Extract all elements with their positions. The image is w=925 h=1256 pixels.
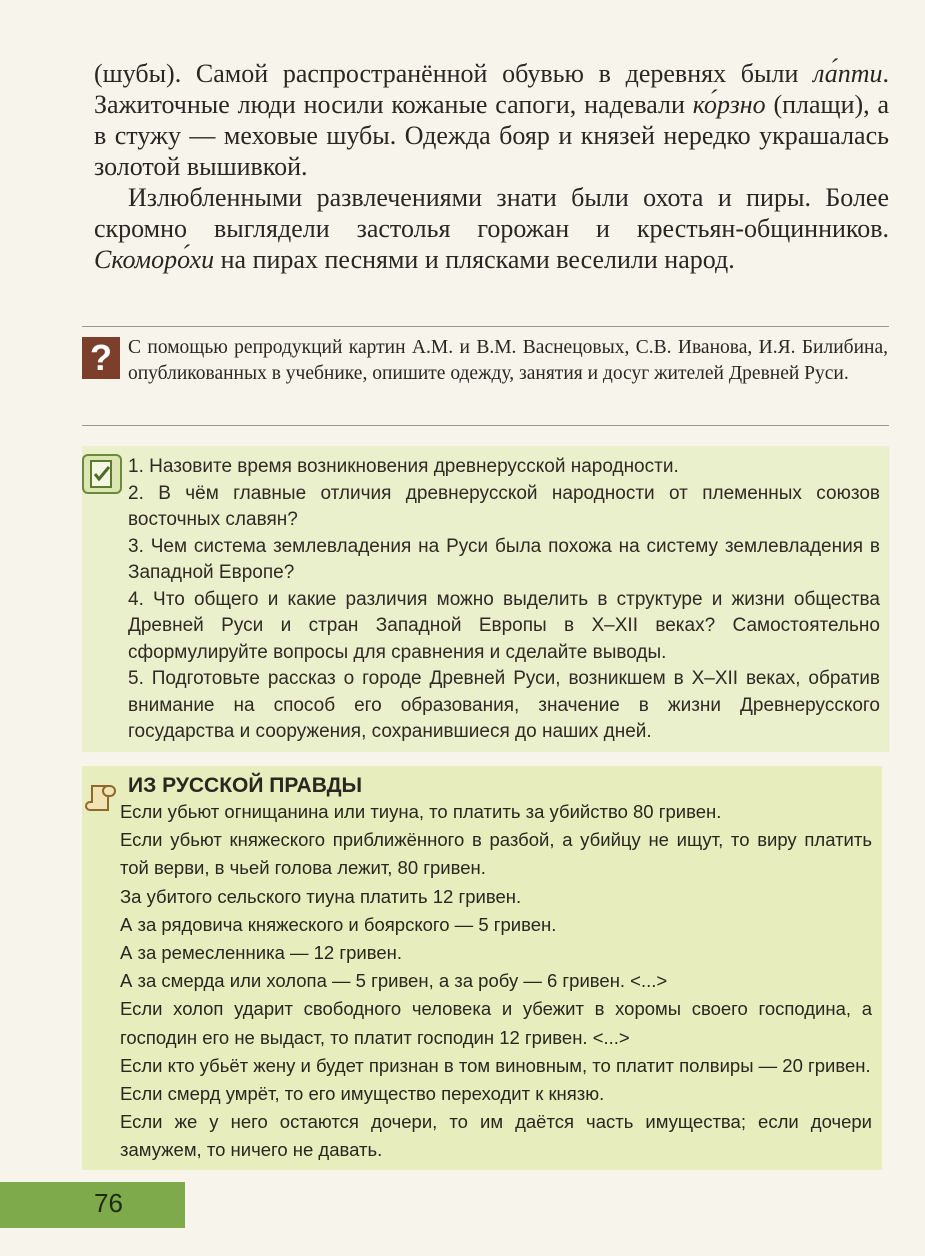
list-item: 5. Подготовьте рассказ о городе Древней Руси, возникшем в X–XII веках, обратив внимание на способ его образования, значение в жизни Древнерусского государства и сооружения, сохранившиеся до наших дней. [128, 668, 880, 742]
text-run: . Зажиточные люди носили кожаные сапоги, надевали [94, 59, 889, 119]
page-number-band [0, 1182, 185, 1228]
term-lapti: ла́пти [813, 59, 883, 88]
source-line: А за смерда или холопа — 5 гривен, а за робу — 6 гривен. <...> [120, 970, 668, 992]
source-line: Если же у него остаются дочери, то им даётся часть имущества; если дочери замужем, то ничего не давать. [120, 1111, 872, 1161]
checklist-icon [82, 454, 122, 494]
text-run: на пирах песнями и плясками веселили народ. [214, 245, 735, 274]
paragraph-entertainment [94, 182, 889, 275]
source-line: Если убьют княжеского приближённого в разбой, а убийцу не ищут, то виру платить той верви, в чьей голова лежит, 80 гривен. [120, 829, 872, 879]
question-box [82, 326, 889, 426]
text-run: Излюбленными развлечениями знати были охота и пиры. Более скромно выглядели застолья горожан и крестьян-общинников. [94, 183, 889, 243]
paragraph-clothing [94, 58, 889, 182]
list-item: 2. В чём главные отличия древнерусской народности от племенных союзов восточных славян? [128, 482, 880, 530]
term-korzno: ко́рзно [692, 90, 766, 119]
question-mark-icon: ? [82, 337, 120, 379]
tasks-box [82, 446, 889, 752]
source-line: А за рядовича княжеского и боярского — 5 гривен. [120, 913, 557, 935]
source-line: За убитого сельского тиуна платить 12 гривен. [120, 885, 522, 907]
text-run: (шубы). Самой распространённой обувью в деревнях были [94, 59, 814, 88]
list-item: 1. Назовите время возникновения древнерусской народности. [128, 456, 679, 477]
source-text [120, 798, 872, 1165]
list-item: 4. Что общего и какие различия можно выделить в структуре и жизни общества Древней Руси и стран Западной Европы в X–XII веках? Самостоятельно сформулируйте вопросы для сравнения и сделайте выводы. [128, 588, 880, 663]
source-title: ИЗ РУССКОЙ ПРАВДЫ [128, 774, 363, 797]
source-line: А за ремесленника — 12 гривен. [120, 942, 402, 964]
task-list [128, 454, 880, 746]
term-skomorokhi: Скоморо́хи [94, 245, 215, 274]
list-item: 3. Чем система землевладения на Руси была похожа на систему землевладения в Западной Европе? [128, 535, 880, 583]
text-run: (плащи), а в стужу — меховые шубы. Одежда бояр и князей нередко украшалась золотой вышивкой. [94, 90, 889, 181]
source-line: Если кто убьёт жену и будет признан в том виновным, то платит полвиры — 20 гривен. [120, 1054, 871, 1076]
main-text [94, 58, 889, 275]
page-number: 76 [94, 1188, 123, 1218]
scroll-icon [82, 778, 122, 818]
source-line: Если убьют огнищанина или тиуна, то платить за убийство 80 гривен. [120, 801, 722, 822]
source-line: Если холоп ударит свободного человека и убежит в хоромы своего господина, а господин его не выдаст, то платит господин 12 гривен. <...> [120, 998, 872, 1048]
source-box [82, 766, 882, 1170]
question-text: С помощью репродукций картин А.М. и В.М. Васнецовых, С.В. Иванова, И.Я. Билибина, опубликованных в учебнике, опишите одежду, занятия и досуг жителей Древней Руси. [128, 337, 888, 384]
source-line: Если смерд умрёт, то его имущество переходит к князю. [120, 1083, 605, 1105]
